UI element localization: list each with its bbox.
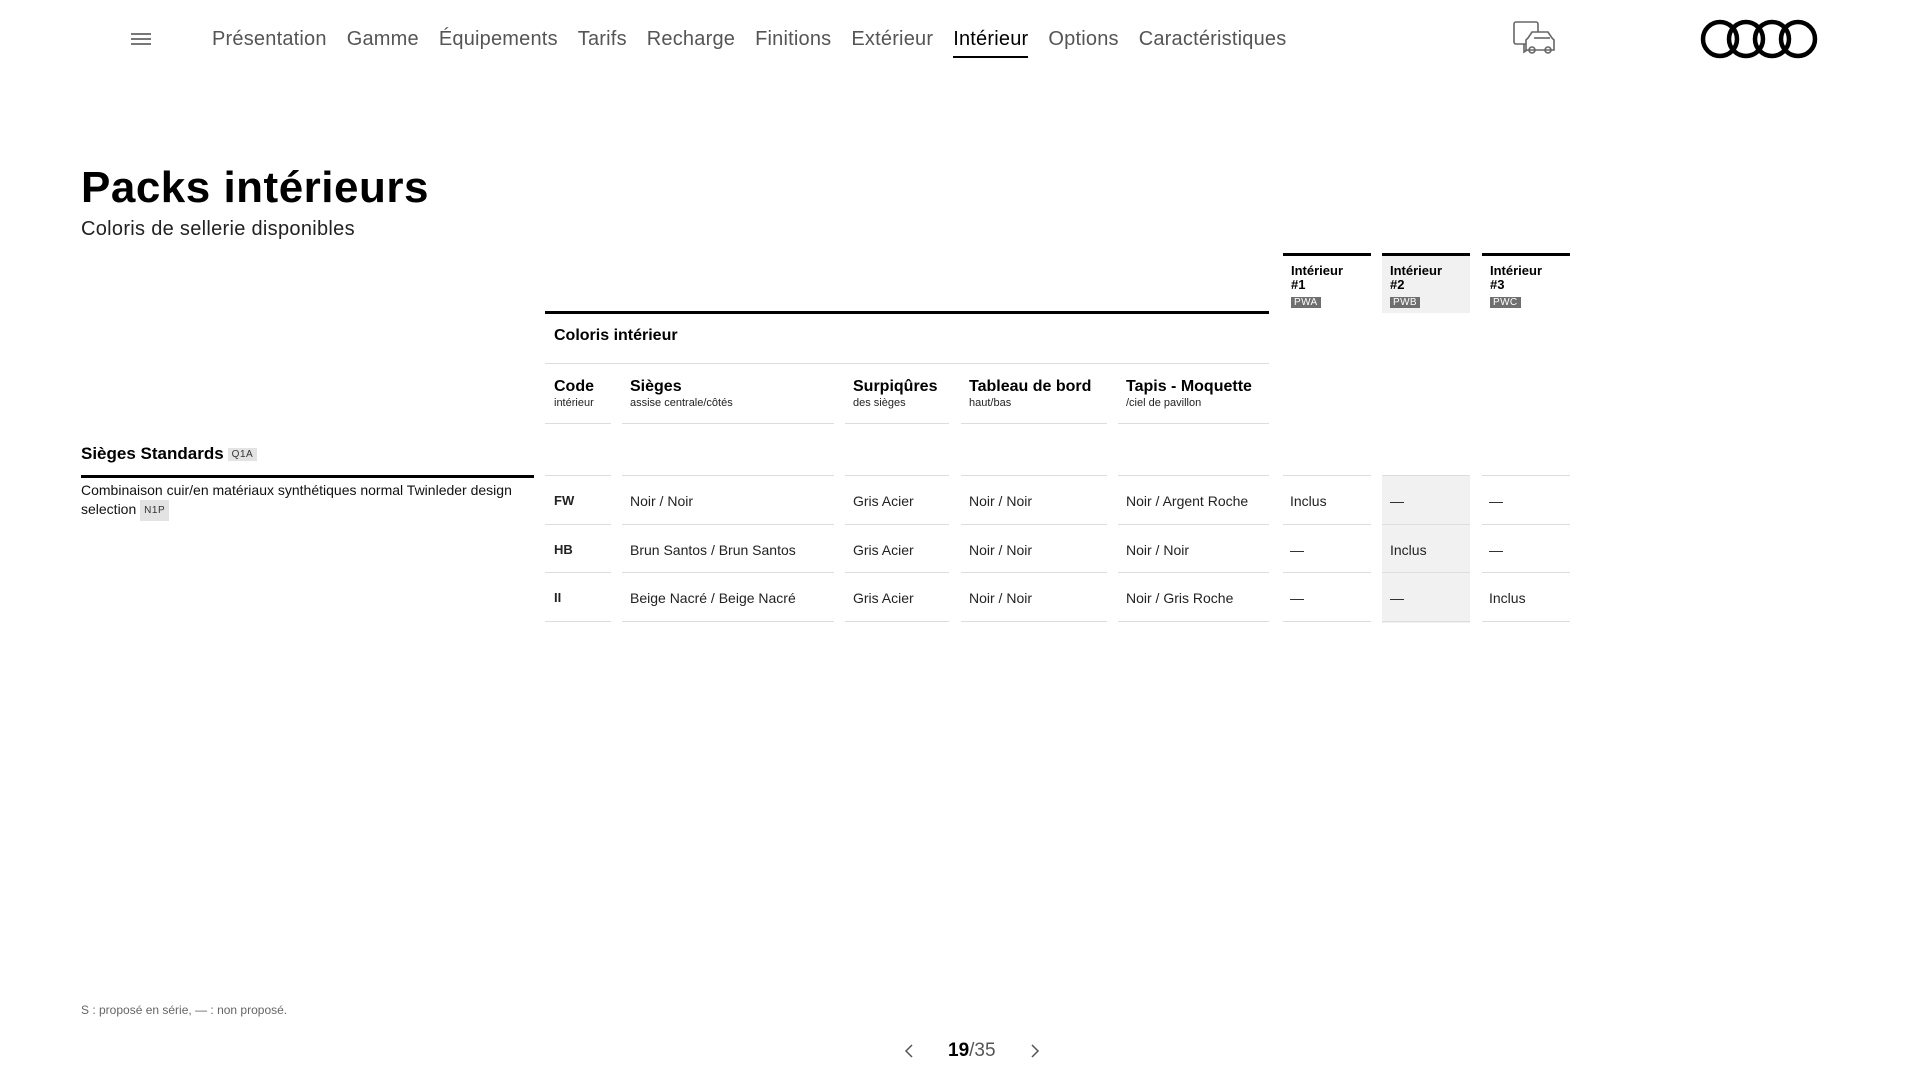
nav-item-options[interactable]: Options <box>1048 28 1119 50</box>
cell-sieges: Noir / Noir <box>630 493 694 509</box>
pack-code-badge: PWC <box>1490 297 1521 308</box>
cell-pack3: — <box>1489 493 1503 509</box>
row-rule <box>1382 621 1470 622</box>
nav-item-exterieur[interactable]: Extérieur <box>851 28 934 50</box>
row-rule <box>622 475 834 476</box>
row-rule <box>845 621 949 622</box>
seat-description-tag: N1P <box>140 500 169 521</box>
cell-pack2: Inclus <box>1390 542 1427 558</box>
col-header-tapis: Tapis - Moquette /ciel de pavillon <box>1126 378 1252 409</box>
col-header-sieges: Sièges assise centrale/côtés <box>630 378 733 409</box>
nav-item-equipements[interactable]: Équipements <box>438 28 558 50</box>
row-rule <box>1283 524 1371 525</box>
row-rule <box>1283 621 1371 622</box>
main-nav <box>202 24 1296 59</box>
pack-header-1: Intérieur #1 PWA <box>1283 253 1371 310</box>
nav-item-gamme[interactable]: Gamme <box>346 28 419 50</box>
nav-item-caracteristiques[interactable]: Caractéristiques <box>1138 28 1287 50</box>
row-rule <box>545 572 611 573</box>
car-configurator-icon[interactable] <box>1510 18 1558 62</box>
row-rule <box>1118 572 1269 573</box>
cell-pack2: — <box>1390 493 1404 509</box>
nav-item-tarifs[interactable]: Tarifs <box>577 28 627 50</box>
footnote: S : proposé en série, — : non proposé. <box>81 1003 288 1017</box>
page-subtitle: Coloris de sellerie disponibles <box>81 218 355 240</box>
cell-pack2: — <box>1390 590 1404 606</box>
row-rule <box>545 475 611 476</box>
cell-tapis: Noir / Gris Roche <box>1126 590 1234 606</box>
table-caption-rule <box>545 363 1269 364</box>
cell-pack1: Inclus <box>1290 493 1327 509</box>
row-rule <box>545 621 611 622</box>
seat-description: Combinaison cuir/en matériaux synthétiques normal Twinleder design selection N1P <box>81 481 541 521</box>
seat-heading-tag: Q1A <box>228 448 258 461</box>
row-rule <box>1382 572 1470 573</box>
cell-pack3: Inclus <box>1489 590 1526 606</box>
row-rule <box>1283 572 1371 573</box>
table-top-rule <box>545 311 1269 314</box>
row-rule <box>545 524 611 525</box>
nav-item-finitions[interactable]: Finitions <box>755 28 832 50</box>
row-rule <box>1118 621 1269 622</box>
cell-code: FW <box>554 493 575 508</box>
nav-item-recharge[interactable]: Recharge <box>646 28 736 50</box>
cell-tableau: Noir / Noir <box>969 590 1033 606</box>
pagination <box>900 1040 1044 1062</box>
pack-code-badge: PWA <box>1291 297 1321 308</box>
cell-surpiqures: Gris Acier <box>853 590 914 606</box>
col-rule <box>961 423 1107 424</box>
row-rule <box>961 621 1107 622</box>
pack-header-2: Intérieur #2 PWB <box>1382 253 1470 310</box>
row-rule <box>622 572 834 573</box>
cell-surpiqures: Gris Acier <box>853 542 914 558</box>
col-header-surpiqures: Surpiqûres des sièges <box>853 378 938 409</box>
col-header-code: Code intérieur <box>554 378 594 409</box>
row-rule <box>622 621 834 622</box>
cell-code: HB <box>554 542 573 557</box>
cell-sieges: Brun Santos / Brun Santos <box>630 542 796 558</box>
row-rule <box>1283 475 1371 476</box>
row-rule <box>961 475 1107 476</box>
cell-pack1: — <box>1290 542 1304 558</box>
cell-pack1: — <box>1290 590 1304 606</box>
hamburger-menu-icon[interactable] <box>131 33 151 47</box>
nav-item-interieur[interactable]: Intérieur <box>943 24 1038 59</box>
cell-surpiqures: Gris Acier <box>853 493 914 509</box>
row-rule <box>1482 524 1570 525</box>
page-total: /35 <box>969 1040 996 1061</box>
page-current: 19 <box>948 1040 970 1061</box>
seat-heading: Sièges Standards Q1A <box>81 444 257 464</box>
col-rule <box>545 423 611 424</box>
audi-rings-logo[interactable] <box>1700 18 1820 60</box>
table-caption: Coloris intérieur <box>554 327 678 344</box>
row-rule <box>1482 621 1570 622</box>
row-rule <box>1118 475 1269 476</box>
row-rule <box>1382 524 1470 525</box>
col-rule <box>845 423 949 424</box>
row-rule <box>622 524 834 525</box>
cell-pack3: — <box>1489 542 1503 558</box>
row-rule <box>845 524 949 525</box>
chevron-right-icon[interactable] <box>1024 1041 1044 1061</box>
chevron-left-icon[interactable] <box>900 1041 920 1061</box>
row-rule <box>845 572 949 573</box>
cell-tableau: Noir / Noir <box>969 493 1033 509</box>
cell-tapis: Noir / Argent Roche <box>1126 493 1249 509</box>
col-rule <box>1118 423 1269 424</box>
cell-code: II <box>554 590 562 605</box>
nav-item-presentation[interactable]: Présentation <box>212 28 327 50</box>
cell-sieges: Beige Nacré / Beige Nacré <box>630 590 796 606</box>
cell-tableau: Noir / Noir <box>969 542 1033 558</box>
pack-header-3: Intérieur #3 PWC <box>1482 253 1570 310</box>
seat-divider <box>81 475 534 478</box>
row-rule <box>961 572 1107 573</box>
col-rule <box>622 423 834 424</box>
row-rule <box>1482 572 1570 573</box>
row-rule <box>845 475 949 476</box>
cell-tapis: Noir / Noir <box>1126 542 1190 558</box>
row-rule <box>961 524 1107 525</box>
row-rule <box>1118 524 1269 525</box>
col-header-tableau: Tableau de bord haut/bas <box>969 378 1092 409</box>
page-title: Packs intérieurs <box>81 163 429 212</box>
pack-code-badge: PWB <box>1390 297 1420 308</box>
row-rule <box>1382 475 1470 476</box>
row-rule <box>1482 475 1570 476</box>
page-indicator <box>948 1040 996 1062</box>
